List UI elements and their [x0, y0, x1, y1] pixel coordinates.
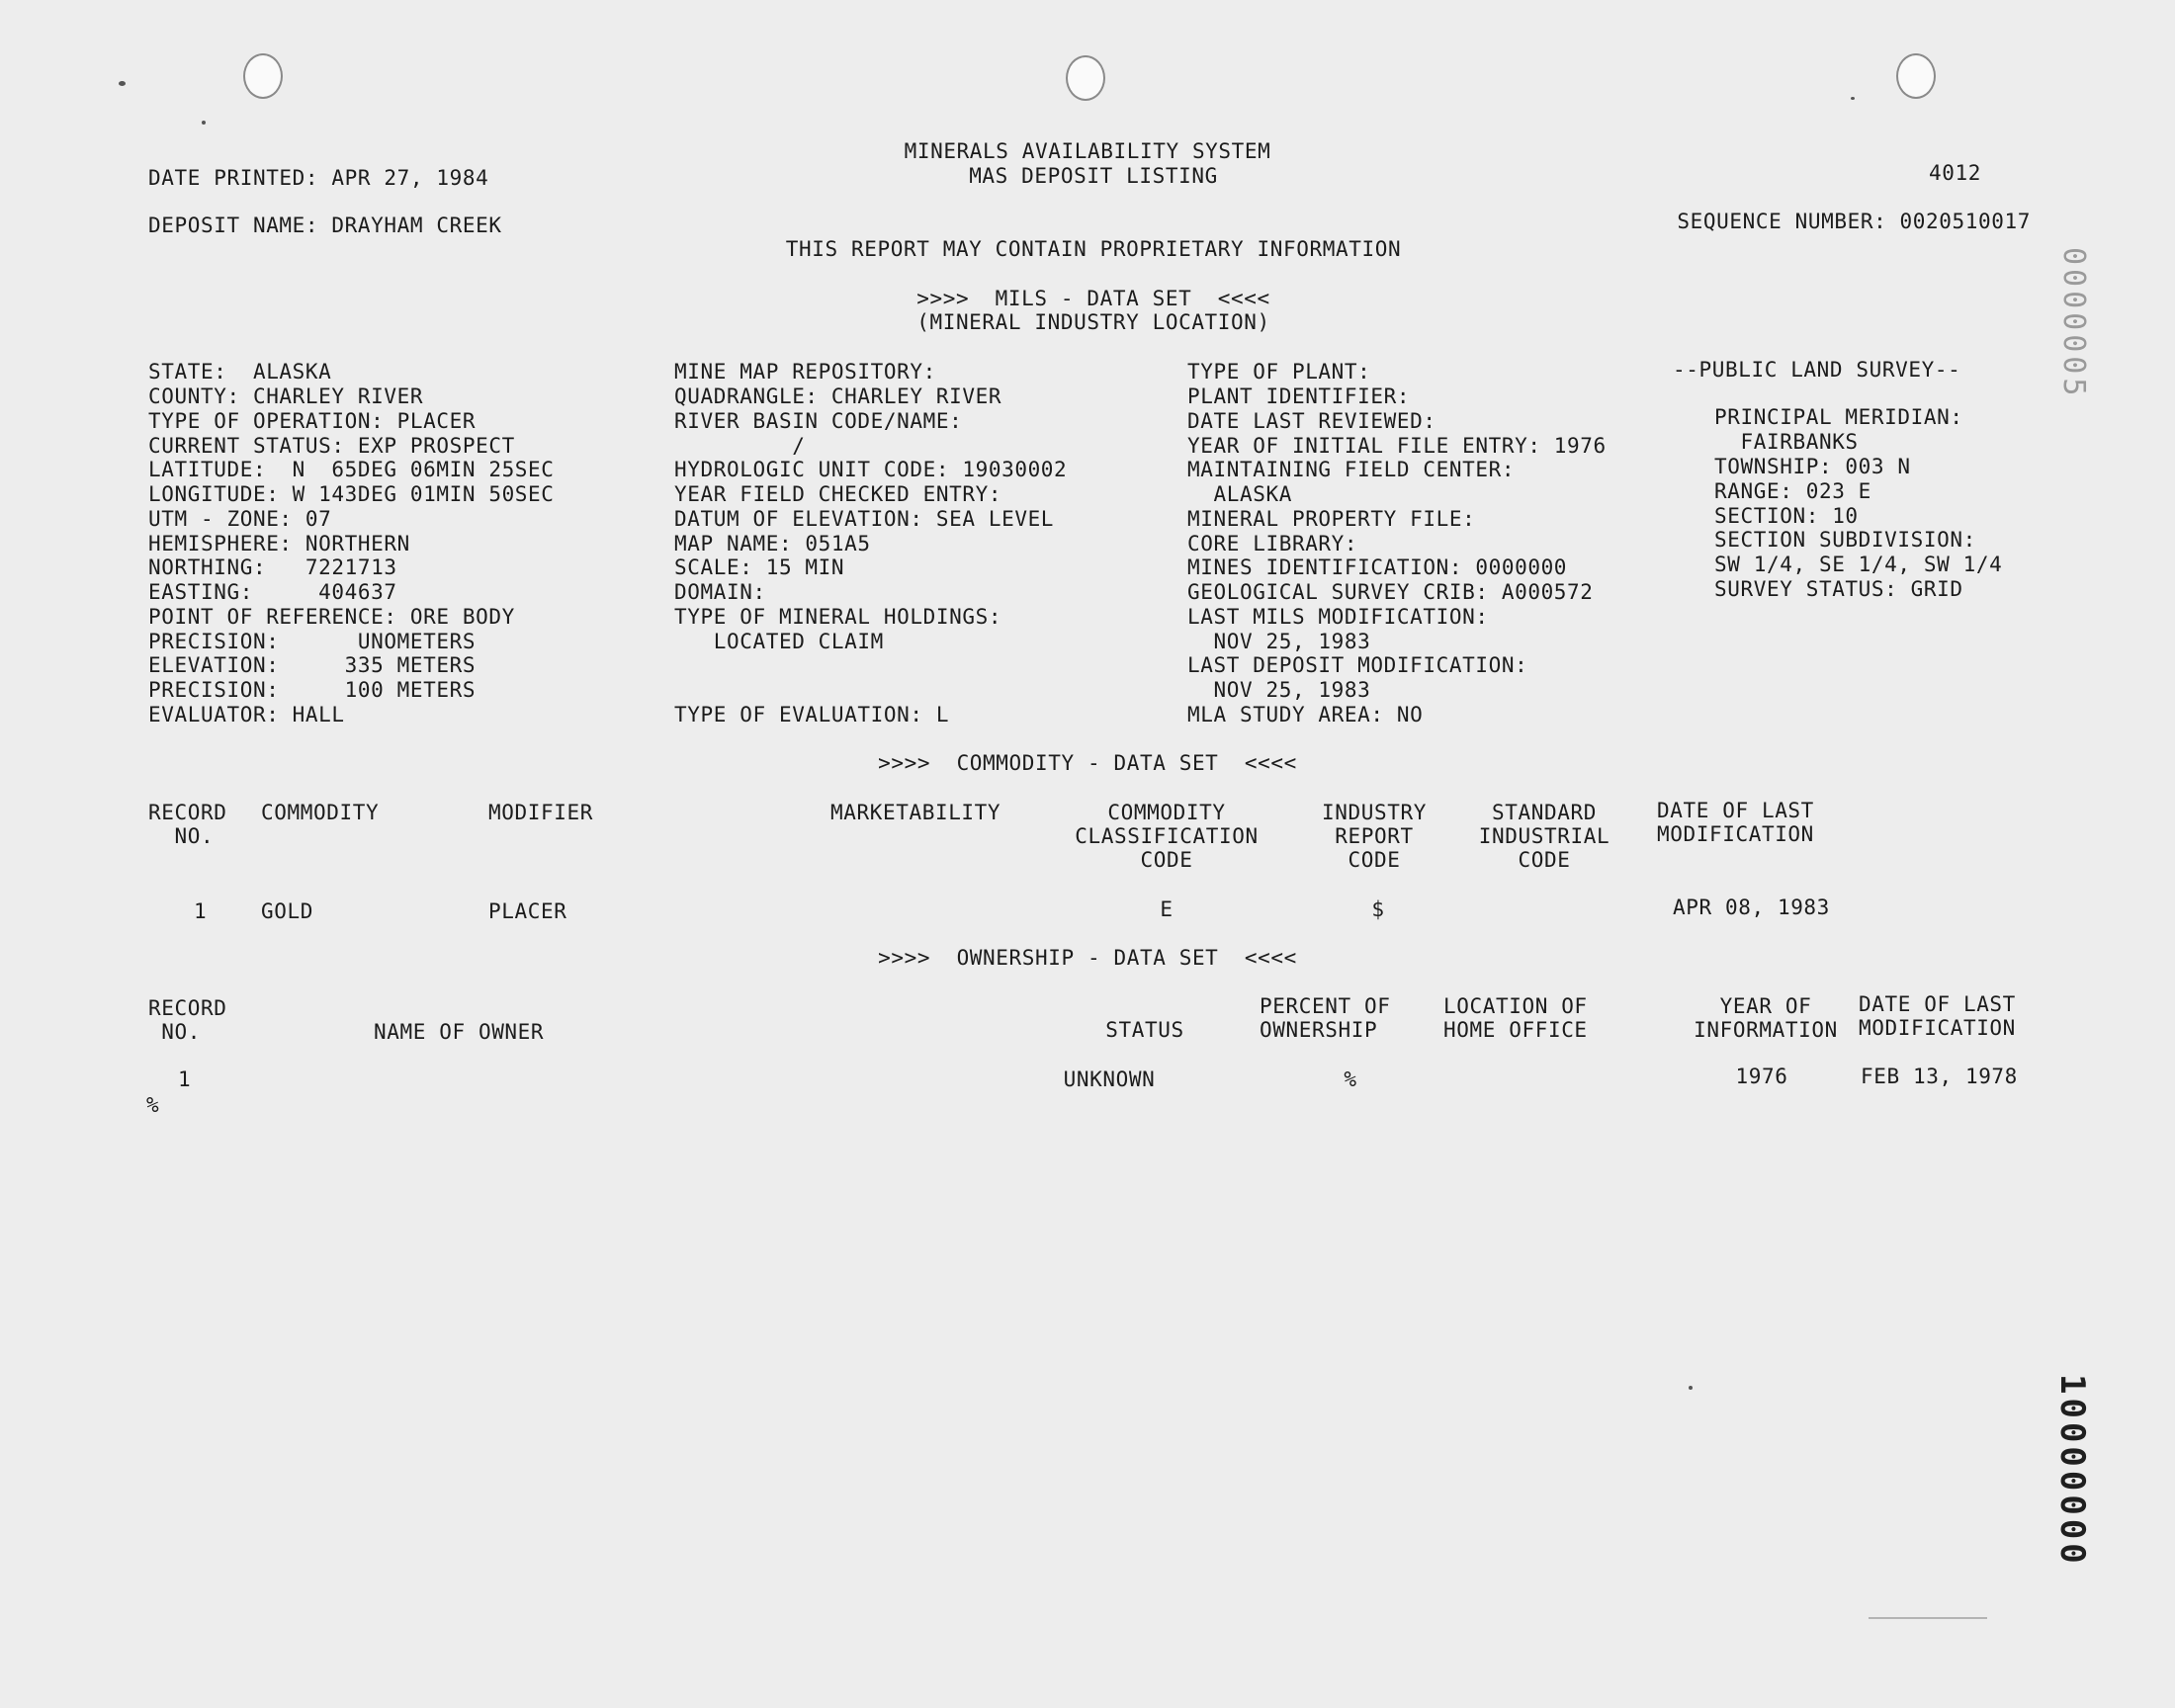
commodity-modifier: PLACER: [488, 899, 567, 923]
field-line: RIVER BASIN CODE/NAME:: [674, 409, 963, 433]
punch-hole-right: [1896, 53, 1936, 99]
field-line: COUNTY: CHARLEY RIVER: [148, 384, 424, 408]
commodity-section-title: >>>> COMMODITY - DATA SET <<<<: [878, 751, 1297, 775]
margin-stamp-top: 0000005: [2056, 247, 2091, 400]
field-line: PLANT IDENTIFIER:: [1187, 384, 1411, 408]
punch-hole-left: [243, 53, 283, 99]
field-line: MINE MAP REPOSITORY:: [674, 360, 936, 384]
field-line: TYPE OF OPERATION: PLACER: [148, 409, 477, 433]
field-line: MAINTAINING FIELD CENTER:: [1187, 458, 1516, 481]
field-line: SW 1/4, SE 1/4, SW 1/4: [1714, 553, 2003, 576]
margin-stamp-bottom: 10000000: [2052, 1374, 2092, 1568]
field-line: SURVEY STATUS: GRID: [1714, 577, 1963, 601]
field-line: NOV 25, 1983: [1187, 630, 1371, 653]
field-line: MINERAL PROPERTY FILE:: [1187, 507, 1476, 531]
survey-title: --PUBLIC LAND SURVEY--: [1673, 358, 1961, 382]
ownership-header-status: STATUS: [1105, 1018, 1184, 1042]
field-line: MAP NAME: 051A5: [674, 532, 871, 555]
field-line: SCALE: 15 MIN: [674, 555, 845, 579]
field-line: EVALUATOR: HALL: [148, 703, 345, 726]
ownership-header-owner: NAME OF OWNER: [374, 1020, 545, 1044]
field-line: POINT OF REFERENCE: ORE BODY: [148, 605, 515, 629]
field-line: LAST MILS MODIFICATION:: [1187, 605, 1489, 629]
ownership-status: UNKNOWN: [1063, 1068, 1156, 1091]
commodity-last-mod: APR 08, 1983: [1673, 896, 1830, 919]
paper-speck: [202, 121, 206, 125]
field-line: SECTION: 10: [1714, 504, 1859, 528]
field-line: ELEVATION: 335 METERS: [148, 653, 477, 677]
ownership-last-mod: FEB 13, 1978: [1861, 1065, 2018, 1088]
paper-speck: [1689, 1386, 1693, 1390]
field-line: NOV 25, 1983: [1187, 678, 1371, 702]
field-line: HYDROLOGIC UNIT CODE: 19030002: [674, 458, 1068, 481]
field-line: QUADRANGLE: CHARLEY RIVER: [674, 384, 1002, 408]
field-line: /: [674, 434, 806, 458]
field-line: PRINCIPAL MERIDIAN:: [1714, 405, 1963, 429]
field-line: CURRENT STATUS: EXP PROSPECT: [148, 434, 515, 458]
commodity-header-last-mod: DATE OF LAST MODIFICATION: [1657, 799, 1814, 846]
system-title: MINERALS AVAILABILITY SYSTEM: [904, 139, 1271, 163]
ownership-header-last-mod: DATE OF LAST MODIFICATION: [1859, 992, 2016, 1040]
field-line: SECTION SUBDIVISION:: [1714, 528, 1976, 552]
commodity-header-sic: STANDARD INDUSTRIAL CODE: [1478, 801, 1610, 872]
paper-speck: [1851, 97, 1855, 100]
sequence-number: SEQUENCE NUMBER: 0020510017: [1677, 210, 2031, 233]
margin-rule: [1869, 1617, 1987, 1619]
field-line: MLA STUDY AREA: NO: [1187, 703, 1424, 726]
page-code: 4012: [1929, 161, 1981, 185]
commodity-header-modifier: MODIFIER: [488, 801, 593, 824]
date-printed: DATE PRINTED: APR 27, 1984: [148, 166, 489, 190]
ownership-header-percent: PERCENT OF OWNERSHIP: [1260, 994, 1391, 1042]
field-line: YEAR FIELD CHECKED ENTRY:: [674, 482, 1002, 506]
field-line: LOCATED CLAIM: [674, 630, 884, 653]
field-line: LAST DEPOSIT MODIFICATION:: [1187, 653, 1528, 677]
paper-speck: [119, 81, 126, 86]
ownership-year: 1976: [1735, 1065, 1788, 1088]
field-line: YEAR OF INITIAL FILE ENTRY: 1976: [1187, 434, 1607, 458]
commodity-header-commodity: COMMODITY: [261, 801, 380, 824]
mils-section-title: >>>> MILS - DATA SET <<<<: [916, 287, 1270, 310]
trailing-percent-mark: %: [146, 1093, 160, 1117]
punch-hole-center: [1066, 55, 1105, 101]
commodity-header-classification: COMMODITY CLASSIFICATION CODE: [1075, 801, 1259, 872]
commodity-classification: E: [1160, 897, 1174, 921]
field-line: UTM - ZONE: 07: [148, 507, 332, 531]
commodity-record: 1: [194, 899, 208, 923]
field-line: ALASKA: [1187, 482, 1292, 506]
field-line: PRECISION: UNOMETERS: [148, 630, 477, 653]
field-line: LATITUDE: N 65DEG 06MIN 25SEC: [148, 458, 555, 481]
commodity-industry-code: $: [1371, 897, 1385, 921]
field-line: RANGE: 023 E: [1714, 479, 1871, 503]
field-line: TOWNSHIP: 003 N: [1714, 455, 1911, 478]
ownership-section-title: >>>> OWNERSHIP - DATA SET <<<<: [878, 946, 1297, 970]
field-line: MINES IDENTIFICATION: 0000000: [1187, 555, 1568, 579]
field-line: EASTING: 404637: [148, 580, 397, 604]
ownership-percent: %: [1344, 1068, 1357, 1091]
field-line: DOMAIN:: [674, 580, 766, 604]
ownership-header-record: RECORD NO.: [148, 996, 227, 1044]
field-line: TYPE OF MINERAL HOLDINGS:: [674, 605, 1002, 629]
proprietary-notice: THIS REPORT MAY CONTAIN PROPRIETARY INFORMATION: [785, 237, 1402, 261]
commodity-header-record: RECORD NO.: [148, 801, 227, 848]
ownership-record: 1: [178, 1068, 192, 1091]
ownership-header-year: YEAR OF INFORMATION: [1694, 994, 1838, 1042]
mils-section-subtitle: (MINERAL INDUSTRY LOCATION): [916, 310, 1270, 334]
field-line: GEOLOGICAL SURVEY CRIB: A000572: [1187, 580, 1594, 604]
field-line: DATUM OF ELEVATION: SEA LEVEL: [674, 507, 1055, 531]
field-line: LONGITUDE: W 143DEG 01MIN 50SEC: [148, 482, 555, 506]
commodity-name: GOLD: [261, 899, 313, 923]
field-line: DATE LAST REVIEWED:: [1187, 409, 1436, 433]
field-line: NORTHING: 7221713: [148, 555, 397, 579]
commodity-header-marketability: MARKETABILITY: [830, 801, 1001, 824]
field-line: FAIRBANKS: [1714, 430, 1859, 454]
deposit-name: DEPOSIT NAME: DRAYHAM CREEK: [148, 214, 502, 237]
listing-title: MAS DEPOSIT LISTING: [969, 164, 1218, 188]
ownership-header-location: LOCATION OF HOME OFFICE: [1443, 994, 1588, 1042]
field-line: CORE LIBRARY:: [1187, 532, 1358, 555]
field-line: PRECISION: 100 METERS: [148, 678, 477, 702]
field-line: TYPE OF EVALUATION: L: [674, 703, 950, 726]
field-line: STATE: ALASKA: [148, 360, 332, 384]
field-line: TYPE OF PLANT:: [1187, 360, 1371, 384]
commodity-header-industry: INDUSTRY REPORT CODE: [1322, 801, 1427, 872]
field-line: HEMISPHERE: NORTHERN: [148, 532, 410, 555]
